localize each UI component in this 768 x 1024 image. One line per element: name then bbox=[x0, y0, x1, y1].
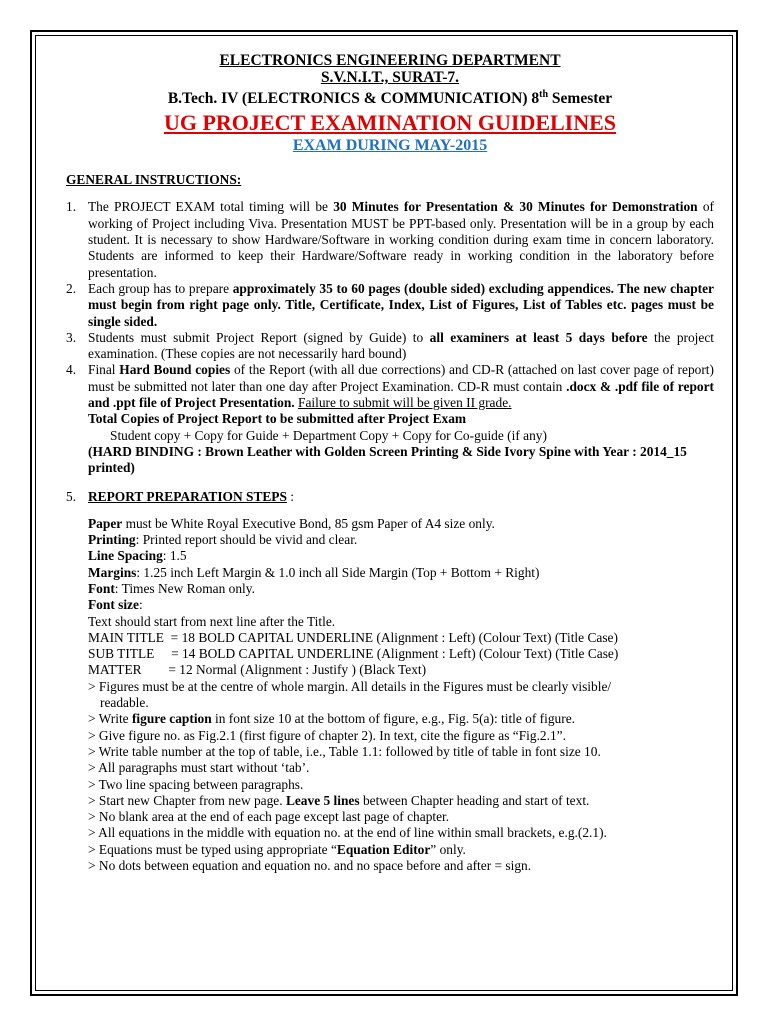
program-semester: Semester bbox=[548, 90, 613, 108]
step-text: ” only. bbox=[430, 841, 466, 857]
report-steps bbox=[66, 516, 714, 875]
item-number: 4. bbox=[66, 362, 77, 378]
list-item bbox=[66, 199, 714, 280]
item-bold: 30 Minutes for Presentation & 30 Minutes for Demonstration bbox=[333, 199, 698, 215]
step-line bbox=[88, 793, 714, 809]
step-label: Paper bbox=[88, 515, 123, 531]
item-text: Students must submit Project Report (signed by Guide) to bbox=[88, 329, 430, 345]
step-bold: figure caption bbox=[131, 711, 212, 727]
step-text: in font size 10 at the bottom of figure, e.g., Fig. 5(a): title of figure. bbox=[211, 711, 576, 727]
step-label: Printing bbox=[88, 532, 136, 548]
sub-title: EXAM DURING MAY-2015 bbox=[292, 137, 488, 155]
item-text: : bbox=[286, 488, 295, 504]
item-number: 5. bbox=[66, 488, 77, 504]
step-paper bbox=[88, 516, 714, 532]
step-label: Font bbox=[88, 580, 115, 596]
step-text: between Chapter heading and start of text. bbox=[359, 792, 590, 808]
copies-list: Student copy + Copy for Guide + Department Copy + Copy for Co-guide (if any) bbox=[110, 427, 547, 443]
list-item bbox=[66, 489, 714, 505]
step-line: Text should start from next line after the Title. bbox=[88, 613, 336, 629]
step-font-size bbox=[88, 597, 714, 613]
item-bold: all examiners at least 5 days before bbox=[429, 329, 648, 345]
item-number: 2. bbox=[66, 280, 77, 296]
step-margins bbox=[88, 565, 714, 581]
program-heading bbox=[66, 86, 714, 107]
item-text: Each group has to prepare bbox=[88, 280, 233, 296]
general-instructions-heading: GENERAL INSTRUCTIONS: bbox=[66, 172, 242, 188]
department-heading: ELECTRONICS ENGINEERING DEPARTMENT bbox=[219, 52, 561, 69]
step-label: Margins bbox=[88, 564, 137, 580]
main-title: UG PROJECT EXAMINATION GUIDELINES bbox=[163, 110, 617, 136]
step-line: > Two line spacing between paragraphs. bbox=[88, 776, 304, 792]
item-text: The PROJECT EXAM total timing will be bbox=[88, 199, 334, 215]
item-number: 1. bbox=[66, 199, 77, 215]
step-line bbox=[88, 711, 714, 727]
step-line: > All equations in the middle with equation no. at the end of line within small brackets, e.g.(2.1). bbox=[88, 825, 607, 841]
step-label: Line Spacing bbox=[88, 548, 163, 564]
step-text: : bbox=[138, 597, 143, 613]
program-text: B.Tech. IV (ELECTRONICS & COMMUNICATION) 8 bbox=[167, 90, 540, 108]
item-text: of the Report (with all due corrections) and CD-R (attached on last cover page of report) must be submitted not later than one day after Project Examination. CD-R must contain bbox=[88, 362, 714, 394]
step-text: > Write bbox=[88, 711, 132, 727]
step-text: : 1.5 bbox=[162, 548, 187, 564]
item-text: of working of Project including Viva. Presentation MUST be PPT-based only. Presentation will be in a group by each student. It is necessary to show Hardware/Software in working condition during exam time in concern laboratory. Students are informed to keep their Hardware/Software ready in working condition in the laboratory before presentation. bbox=[88, 199, 714, 280]
step-line: > Give figure no. as Fig.2.1 (first figure of chapter 2). In text, cite the figure as “Fig.2.1”. bbox=[88, 727, 566, 743]
step-line: SUB TITLE = 14 BOLD CAPITAL UNDERLINE (Alignment : Left) (Colour Text) (Title Case) bbox=[88, 646, 619, 662]
step-label: Font size bbox=[88, 597, 139, 613]
list-item bbox=[66, 362, 714, 476]
binding-note: (HARD BINDING : Brown Leather with Golden Screen Printing & Side Ivory Spine with Year : 2014_15 printed) bbox=[88, 443, 687, 476]
step-printing bbox=[88, 532, 714, 548]
item-underlined: Failure to submit will be given II grade. bbox=[298, 395, 512, 411]
document-body bbox=[66, 52, 714, 874]
step-line: > Write table number at the top of table, i.e., Table 1.1: followed by title of table in font size 10. bbox=[88, 743, 601, 759]
step-bold: Leave 5 lines bbox=[285, 792, 360, 808]
step-text: : Printed report should be vivid and clear. bbox=[135, 532, 358, 548]
list-item bbox=[66, 281, 714, 330]
program-superscript: th bbox=[539, 89, 549, 100]
item-bold: approximately 35 to 60 pages (double sided) excluding appendices. The new chapter must begin from right page only. Title, Certificate, Index, List of Figures, List of Tables etc. pages must be single sided. bbox=[88, 280, 714, 329]
step-font bbox=[88, 581, 714, 597]
step-line-spacing bbox=[88, 548, 714, 564]
item-text: Final bbox=[88, 362, 120, 378]
institute-heading: S.V.N.I.T., SURAT-7. bbox=[320, 69, 460, 86]
step-line: > All paragraphs must start without ‘tab’. bbox=[88, 760, 310, 776]
step-line: MATTER = 12 Normal (Alignment : Justify ) (Black Text) bbox=[88, 662, 427, 678]
step-line bbox=[88, 842, 714, 858]
list-item bbox=[66, 330, 714, 363]
step-line: readable. bbox=[100, 695, 149, 711]
copies-heading: Total Copies of Project Report to be submitted after Project Exam bbox=[88, 411, 467, 427]
step-text: : 1.25 inch Left Margin & 1.0 inch all Side Margin (Top + Bottom + Right) bbox=[136, 564, 540, 580]
item-number: 3. bbox=[66, 329, 77, 345]
step-line: MAIN TITLE = 18 BOLD CAPITAL UNDERLINE (Alignment : Left) (Colour Text) (Title Case) bbox=[88, 629, 618, 645]
step-line: > Figures must be at the centre of whole margin. All details in the Figures must be clearly visible/ bbox=[88, 678, 612, 694]
step-text: : Times New Roman only. bbox=[114, 580, 255, 596]
step-line: > No blank area at the end of each page except last page of chapter. bbox=[88, 809, 450, 825]
step-text: > Start new Chapter from new page. bbox=[88, 792, 286, 808]
report-steps-heading: REPORT PREPARATION STEPS bbox=[88, 488, 287, 504]
instruction-list bbox=[66, 199, 714, 504]
item-bold: .docx & .pdf file of report and .ppt file of Project Presentation. bbox=[88, 378, 714, 411]
step-text: must be White Royal Executive Bond, 85 gsm Paper of A4 size only. bbox=[122, 515, 495, 531]
step-text: > Equations must be typed using appropriate “ bbox=[88, 841, 337, 857]
step-bold: Equation Editor bbox=[336, 841, 431, 857]
step-line: > No dots between equation and equation no. and no space before and after = sign. bbox=[88, 858, 532, 874]
item-bold: Hard Bound copies bbox=[119, 362, 231, 378]
item-text: the project examination. (These copies are not necessarily hard bound) bbox=[88, 329, 714, 362]
